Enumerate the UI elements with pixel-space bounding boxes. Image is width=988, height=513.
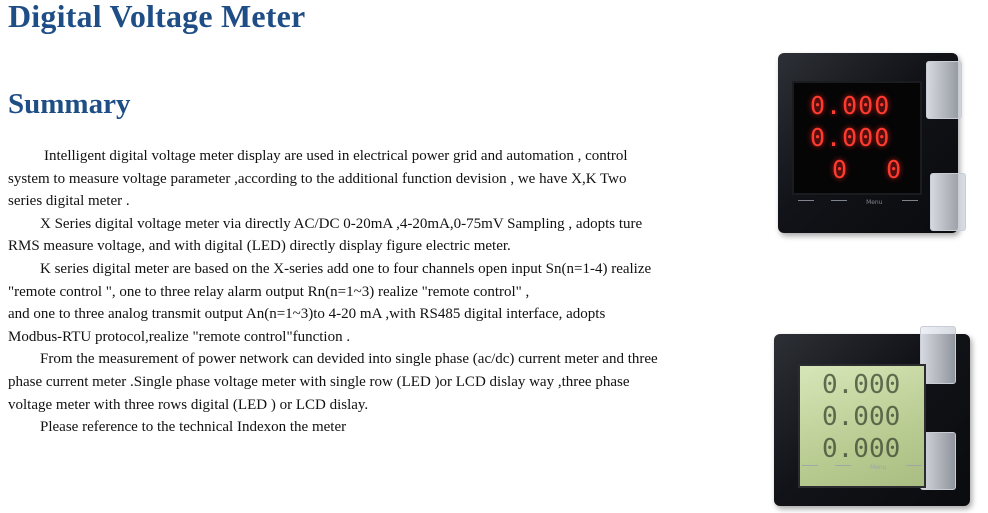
meter-keys xyxy=(802,462,922,472)
lcd-meter-image xyxy=(770,322,970,512)
menu-key-label: Menu xyxy=(870,464,887,471)
paragraph-line: Modbus-RTU protocol,realize "remote control"function . xyxy=(8,328,351,345)
paragraph-line: Intelligent digital voltage meter display are used in electrical power grid and automation , control xyxy=(44,148,628,164)
led-row-3: 0 0 xyxy=(832,155,914,184)
key-icon xyxy=(831,200,847,205)
meter-keys xyxy=(798,197,918,207)
led-row-1: 0.000 xyxy=(810,91,891,120)
section-heading-summary: Summary xyxy=(8,88,131,120)
paragraph-line: system to measure voltage parameter ,according to the additional function devision , we have X,K Two xyxy=(8,170,627,187)
key-icon xyxy=(802,465,818,470)
paragraph-line: "remote control ", one to three relay alarm output Rn(n=1~3) realize "remote control" , xyxy=(8,283,530,300)
paragraph-line: Please reference to the technical Indexon the meter xyxy=(40,419,347,436)
led-meter-image xyxy=(770,47,970,247)
lcd-row-1: 0.000 xyxy=(822,370,901,400)
lcd-row-3: 0.000 xyxy=(822,434,901,464)
paragraph-line: From the measurement of power network can devided into single phase (ac/dc) current meter and three xyxy=(40,351,658,368)
led-row-2: 0.000 xyxy=(810,123,891,152)
led-display-window xyxy=(792,81,922,195)
paragraph-line: voltage meter with three rows digital (LED ) or LCD dislay. xyxy=(8,396,369,413)
paragraph-line: RMS measure voltage, and with digital (LED) directly display figure electric meter. xyxy=(8,238,511,255)
mounting-clip xyxy=(926,61,962,119)
mounting-clip xyxy=(930,173,966,231)
summary-body xyxy=(8,145,728,439)
paragraph-line: series digital meter . xyxy=(8,193,130,210)
key-icon xyxy=(798,200,814,205)
lcd-row-2: 0.000 xyxy=(822,402,901,432)
paragraph-line: K series digital meter are based on the X-series add one to four channels open input Sn(n=1-4) realize xyxy=(40,260,652,277)
key-icon xyxy=(906,465,922,470)
key-icon xyxy=(835,465,851,470)
paragraph-line: X Series digital voltage meter via directly AC/DC 0-20mA ,4-20mA,0-75mV Sampling , adopts ture xyxy=(40,215,643,232)
key-icon xyxy=(902,200,918,205)
paragraph-line: and one to three analog transmit output An(n=1~3)to 4-20 mA ,with RS485 digital interface, adopts xyxy=(8,306,606,323)
menu-key-label: Menu xyxy=(866,199,883,206)
paragraph-line: phase current meter .Single phase voltage meter with single row (LED )or LCD dislay way ,three phase xyxy=(8,373,630,390)
page-title: Digital Voltage Meter xyxy=(8,0,306,34)
